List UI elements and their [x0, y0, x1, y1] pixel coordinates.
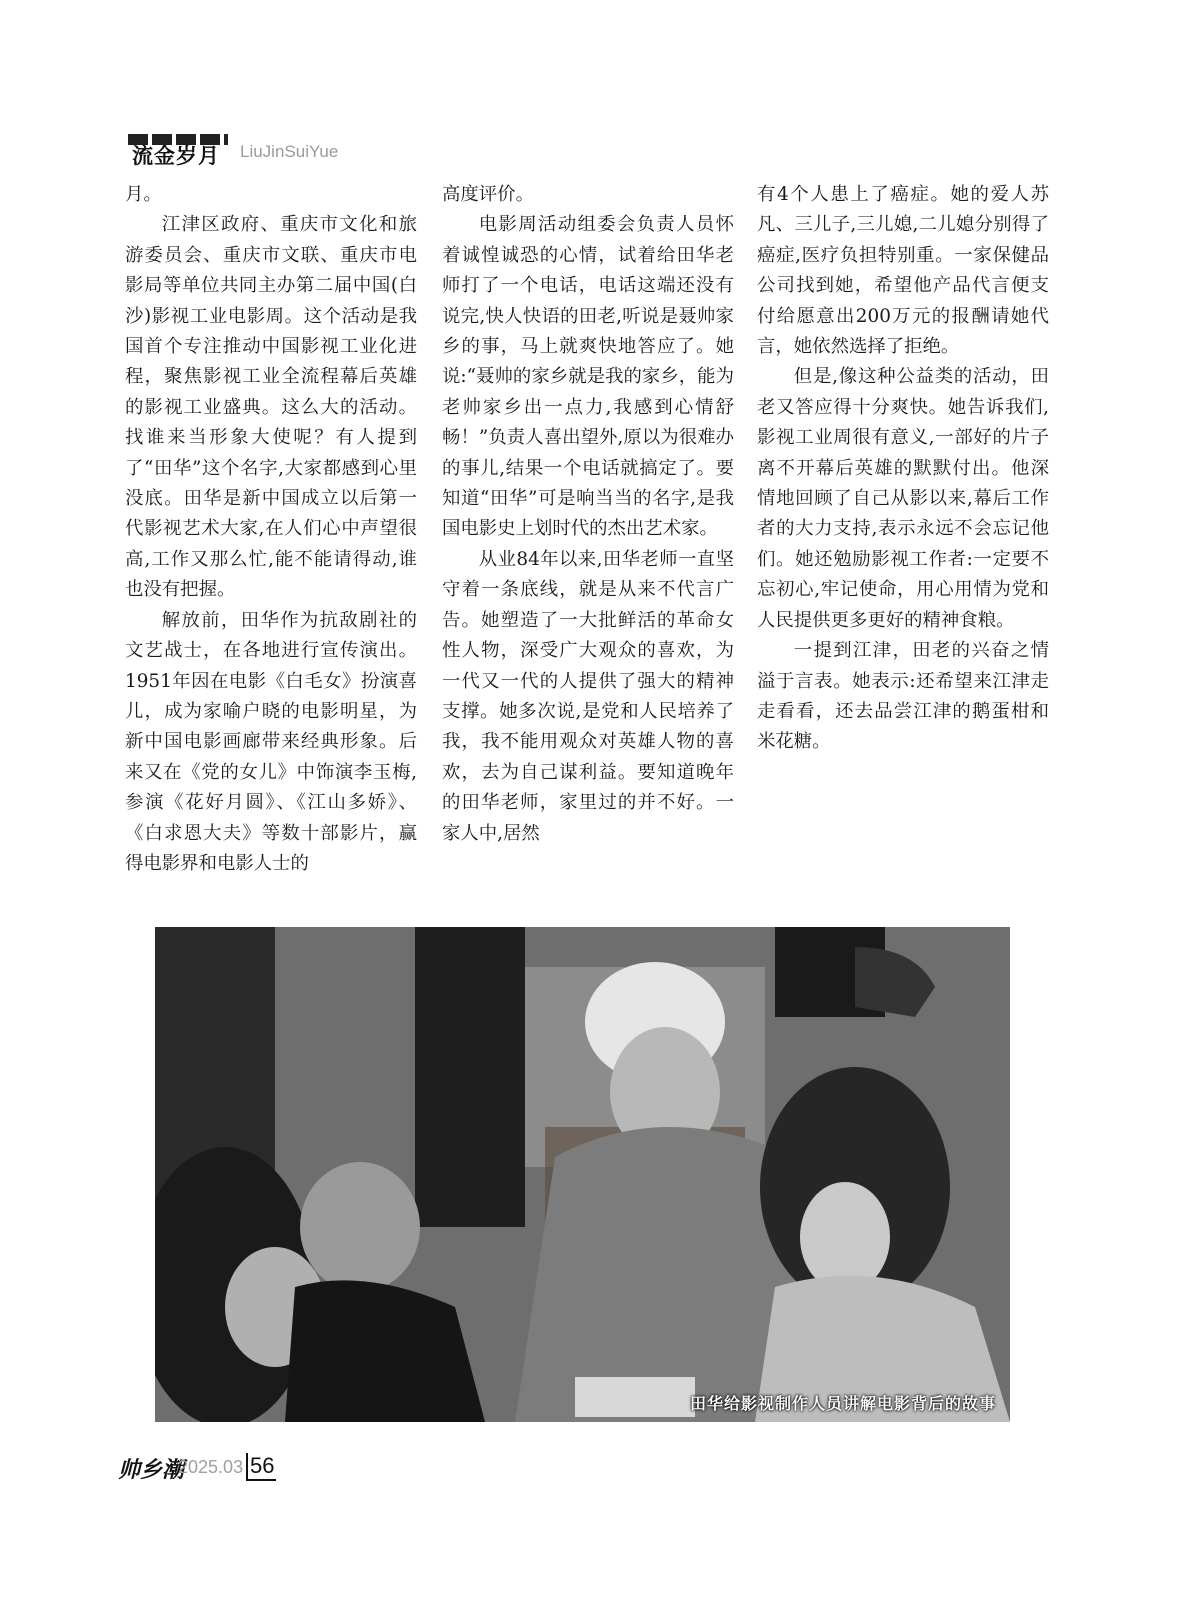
text-column-1 [125, 180, 417, 879]
page-number: 56 [246, 1453, 276, 1481]
issue-date: 2025.03 [178, 1457, 244, 1477]
paragraph: 江津区政府、重庆市文化和旅游委员会、重庆市文联、重庆市电影局等单位共同主办第二届中国(白沙)影视工业电影周。这个活动是我国首个专注推动中国影视工业化进程，聚焦影视工业全流程幕后英雄的影视工业盛典。这么大的活动。找谁来当形象大使呢？有人提到了“田华”这个名字,大家都感到心里没底。田华是新中国成立以后第一代影视艺术大家,在人们心中声望很高,工作又那么忙,能不能请得动,谁也没有把握。 [125, 214, 417, 601]
section-title-cn: 流金岁月 [132, 144, 220, 168]
paragraph: 有4个人患上了癌症。她的爱人苏凡、三儿子,三儿媳,二儿媳分别得了癌症,医疗负担特别重。一家保健品公司找到她，希望他产品代言便支付给愿意出200万元的报酬请她代言，她依然选择了拒绝。 [757, 184, 1049, 358]
paragraph: 解放前，田华作为抗敌剧社的文艺战士，在各地进行宣传演出。1951年因在电影《白毛女》扮演喜儿，成为家喻户晓的电影明星，为新中国电影画廊带来经典形象。后来又在《党的女儿》中饰演李玉梅,参演《花好月圆》、《江山多娇》、《白求恩大夫》等数十部影片，赢得电影界和电影人士的 [125, 609, 417, 874]
article-photo [155, 927, 1010, 1422]
text-column-2 [442, 180, 734, 849]
photo-illustration [155, 927, 1010, 1422]
paragraph: 月。 [125, 184, 162, 205]
section-title-en: LiuJinSuiYue [240, 142, 339, 161]
paragraph: 电影周活动组委会负责人员怀着诚惶诚恐的心情，试着给田华老师打了一个电话，电话这端还没有说完,快人快语的田老,听说是聂帅家乡的事，马上就爽快地答应了。她说:“聂帅的家乡就是我的家乡，能为老帅家乡出一点力,我感到心情舒畅！”负责人喜出望外,原以为很难办的事儿,结果一个电话就搞定了。要知道“田华”可是响当当的名字,是我国电影史上划时代的杰出艺术家。 [442, 214, 734, 540]
paragraph: 一提到江津，田老的兴奋之情溢于言表。她表示:还希望来江津走走看看，还去品尝江津的鹅蛋柑和米花糖。 [757, 640, 1049, 753]
photo-caption: 田华给影视制作人员讲解电影背后的故事 [689, 1394, 996, 1413]
paragraph: 但是,像这种公益类的活动，田老又答应得十分爽快。她告诉我们,影视工业周很有意义,一部好的片子离不开幕后英雄的默默付出。他深情地回顾了自己从影以来,幕后工作者的大力支持,表示永远不会忘记他们。她还勉励影视工作者:一定要不忘初心,牢记使命，用心用情为党和人民提供更多更好的精神食粮。 [757, 366, 1049, 631]
paragraph: 从业84年以来,田华老师一直坚守着一条底线，就是从来不代言广告。她塑造了一大批鲜活的革命女性人物，深受广大观众的喜欢，为一代又一代的人提供了强大的精神支撑。她多次说,是党和人民培养了我，我不能用观众对英雄人物的喜欢，去为自己谋利益。要知道晚年的田华老师，家里过的并不好。一家人中,居然 [442, 548, 734, 844]
text-column-3 [757, 180, 1049, 758]
magazine-logo: 帅乡潮 [118, 1458, 185, 1483]
paragraph: 高度评价。 [442, 184, 534, 205]
